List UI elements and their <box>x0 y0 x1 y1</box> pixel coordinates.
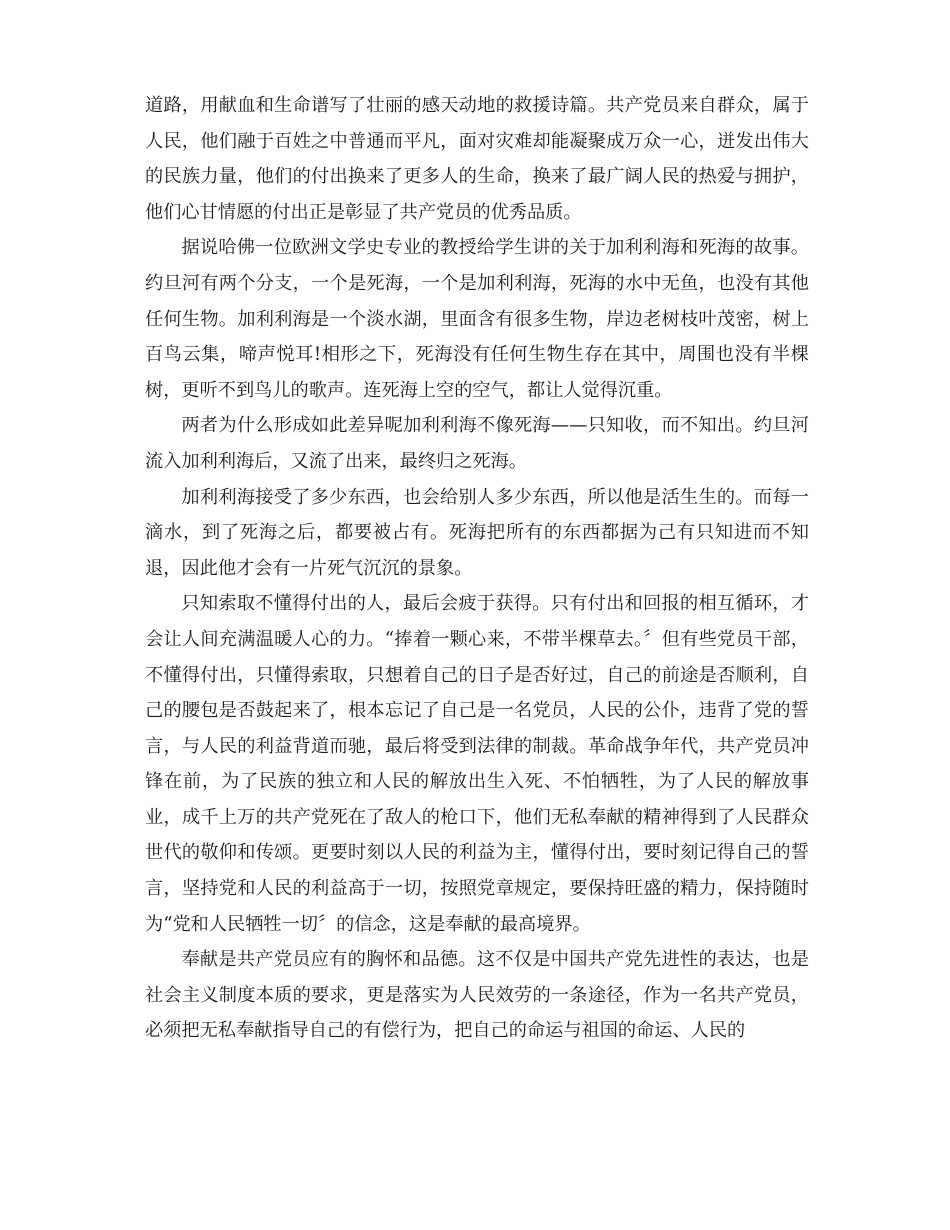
paragraph-continuation: 道路，用献血和生命谱写了壮丽的感天动地的救援诗篇。共产党员来自群众，属于人民，他们融于百姓之中普通而平凡，面对灾难却能凝聚成万众一心，迸发出伟大的民族力量，他们的付出换来了更多人的生命，换来了最广阔人民的热爱与拥护，他们心甘情愿的付出正是彰显了共产党员的优秀品质。 <box>145 95 809 223</box>
paragraph: 两者为什么形成如此差异呢加利利海不像死海——只知收，而不知出。约旦河流入加利利海后，又流了出来，最终归之死海。 <box>145 415 809 472</box>
paragraph: 奉献是共产党员应有的胸怀和品德。这不仅是中国共产党先进性的表达，也是社会主义制度本质的要求，更是落实为人民效劳的一条途径，作为一名共产党员，必须把无私奉献指导自己的有偿行为，把自己的命运与祖国的命运、人民的 <box>145 949 809 1042</box>
paragraph: 据说哈佛一位欧洲文学史专业的教授给学生讲的关于加利利海和死海的故事。约旦河有两个分支，一个是死海，一个是加利利海，死海的水中无鱼，也没有其他任何生物。加利利海是一个淡水湖，里面含有很多生物，岸边老树枝叶茂密，树上百鸟云集，啼声悦耳!相形之下，死海没有任何生物生存在其中，周围也没有半棵树，更听不到鸟儿的歌声。连死海上空的空气，都让人觉得沉重。 <box>145 237 809 401</box>
paragraph: 只知索取不懂得付出的人，最后会疲于获得。只有付出和回报的相互循环，才会让人间充满温暖人心的力。“捧着一颗心来，不带半棵草去。〞但有些党员干部，不懂得付出，只懂得索取，只想着自己的日子是否好过，自己的前途是否顺利，自己的腰包是否鼓起来了，根本忘记了自己是一名党员，人民的公仆，违背了党的誓言，与人民的利益背道而驰，最后将受到法律的制裁。革命战争年代，共产党员冲锋在前，为了民族的独立和人民的解放出生入死、不怕牺牲，为了人民的解放事业，成千上万的共产党死在了敌人的枪口下，他们无私奉献的精神得到了人民群众世代的敬仰和传颂。更要时刻以人民的利益为主，懂得付出，要时刻记得自己的誓言，坚持党和人民的利益高于一切，按照党章规定，要保持旺盛的精力，保持随时为“党和人民牺牲一切〞的信念，这是奉献的最高境界。 <box>145 593 809 935</box>
document-body <box>145 88 809 1049</box>
paragraph: 加利利海接受了多少东西，也会给别人多少东西，所以他是活生生的。而每一滴水，到了死海之后，都要被占有。死海把所有的东西都据为己有只知进而不知退，因此他才会有一片死气沉沉的景象。 <box>145 486 809 579</box>
